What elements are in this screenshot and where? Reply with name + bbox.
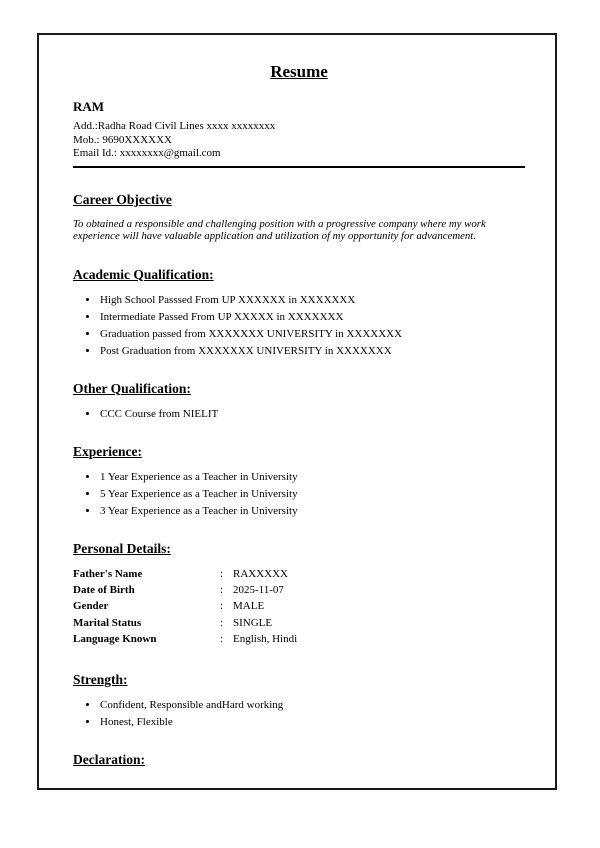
detail-row — [73, 615, 525, 631]
personal-details-heading: Personal Details: — [73, 540, 171, 556]
section-academic-qualification — [73, 267, 525, 357]
section-declaration — [73, 752, 525, 768]
detail-label: Gender — [73, 600, 109, 613]
detail-separator: : — [220, 616, 224, 629]
experience-list — [73, 471, 525, 517]
academic-qualification-heading: Academic Qualification: — [73, 266, 214, 282]
detail-separator: : — [220, 600, 224, 613]
career-objective-heading: Career Objective — [73, 191, 172, 207]
section-personal-details — [73, 541, 525, 648]
header-section — [73, 99, 525, 168]
document-title: Resume — [270, 62, 328, 81]
detail-separator: : — [220, 583, 224, 596]
detail-value: MALE — [233, 600, 265, 613]
detail-label: Father's Name — [73, 567, 143, 580]
header-divider — [73, 166, 525, 168]
detail-row — [73, 582, 525, 598]
detail-separator: : — [220, 633, 224, 646]
detail-label: Marital Status — [73, 616, 142, 629]
section-career-objective — [73, 192, 525, 243]
academic-qualification-list — [73, 294, 525, 357]
list-item: • Graduation passed from XXXXXXX UNIVERSITY in XXXXXXX — [99, 328, 525, 340]
detail-value: 2025-11-07 — [233, 583, 284, 596]
list-item: • 3 Year Experience as a Teacher in University — [99, 505, 525, 517]
detail-label: Date of Birth — [73, 583, 135, 596]
list-item: • CCC Course from NIELIT — [99, 408, 525, 420]
detail-row — [73, 631, 525, 647]
detail-label: Language Known — [73, 633, 157, 646]
section-other-qualification — [73, 381, 525, 420]
list-item: • Confident, Responsible andHard working — [99, 699, 525, 711]
resume-page — [37, 33, 557, 790]
strength-list — [73, 699, 525, 728]
detail-value: English, Hindi — [233, 633, 298, 646]
section-experience — [73, 444, 525, 517]
other-qualification-list — [73, 408, 525, 420]
address-line: Add.:Radha Road Civil Lines xxxx xxxxxxxx — [73, 120, 276, 132]
detail-value: SINGLE — [233, 616, 273, 629]
declaration-heading: Declaration: — [73, 751, 145, 767]
other-qualification-heading: Other Qualification: — [73, 380, 191, 396]
list-item: • Honest, Flexible — [99, 716, 525, 728]
experience-heading: Experience: — [73, 443, 142, 459]
detail-row — [73, 566, 525, 582]
detail-row — [73, 598, 525, 614]
list-item: • Intermediate Passed From UP XXXXX in XXXXXXX — [99, 311, 525, 323]
strength-heading: Strength: — [73, 671, 128, 687]
detail-value: RAXXXXX — [233, 567, 288, 580]
email-line: Email Id.: xxxxxxxx@gmail.com — [73, 147, 221, 159]
section-strength — [73, 672, 525, 728]
candidate-name: RAM — [73, 99, 105, 114]
personal-details-table — [73, 566, 525, 648]
detail-separator: : — [220, 567, 224, 580]
list-item: • High School Passsed From UP XXXXXX in XXXXXXX — [99, 294, 525, 306]
list-item: • 5 Year Experience as a Teacher in University — [99, 488, 525, 500]
list-item: • Post Graduation from XXXXXXX UNIVERSITY in XXXXXXX — [99, 345, 525, 357]
mobile-line: Mob.: 9690XXXXXX — [73, 133, 172, 146]
career-objective-text: To obtained a responsible and challenging position with a progressive company where my work experience will have valuable application and utilization of my opportunity for advancement. — [73, 217, 486, 242]
page-content — [39, 35, 555, 768]
list-item: • 1 Year Experience as a Teacher in University — [99, 471, 525, 483]
